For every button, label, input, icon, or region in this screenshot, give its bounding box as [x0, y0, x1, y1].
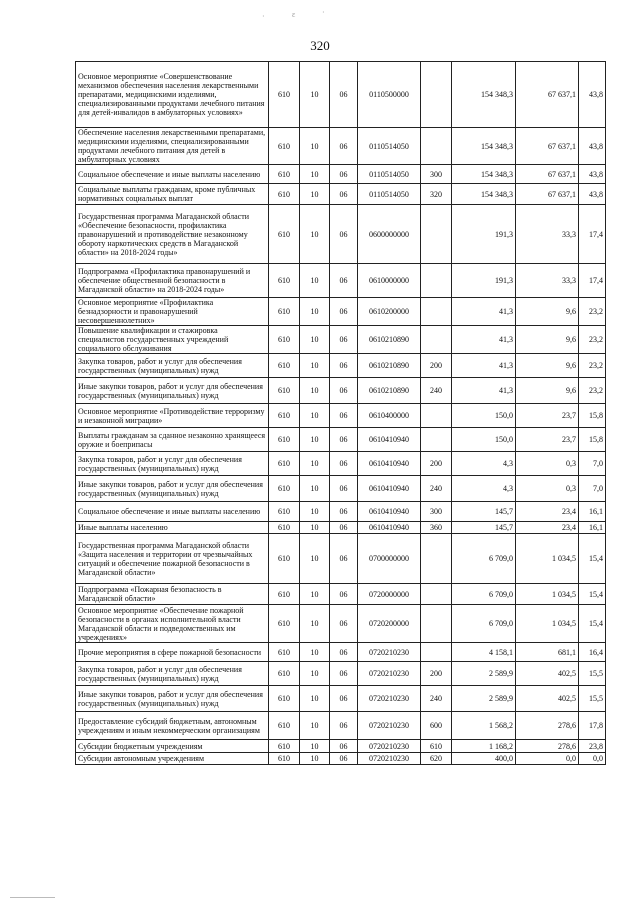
- table-row: [76, 584, 606, 605]
- value-fact: 67 637,1: [516, 184, 579, 205]
- value-percent: 17,4: [579, 264, 606, 298]
- value-percent: 23,2: [579, 378, 606, 404]
- value-percent: 43,8: [579, 165, 606, 184]
- value-fact: 23,7: [516, 428, 579, 452]
- code-csr: 0610000000: [358, 264, 421, 298]
- row-name: Закупка товаров, работ и услуг для обеспечения государственных (муниципальных) нужд: [76, 662, 269, 686]
- value-fact: 0,3: [516, 476, 579, 502]
- code-csr: 0610210890: [358, 326, 421, 354]
- table-row: [76, 643, 606, 662]
- value-fact: 67 637,1: [516, 128, 579, 165]
- value-fact: 278,6: [516, 740, 579, 753]
- code-rz: 10: [300, 753, 330, 765]
- code-gr: 610: [269, 502, 300, 522]
- value-fact: 0,3: [516, 452, 579, 476]
- code-csr: 0720210230: [358, 643, 421, 662]
- code-pr: 06: [330, 378, 358, 404]
- code-pr: 06: [330, 605, 358, 643]
- value-plan: 145,7: [452, 522, 516, 534]
- row-name: Основное мероприятие «Противодействие терроризму и незаконной миграции»: [76, 404, 269, 428]
- code-gr: 610: [269, 205, 300, 264]
- code-vr: 200: [421, 354, 452, 378]
- code-pr: 06: [330, 584, 358, 605]
- table-row: [76, 165, 606, 184]
- value-fact: 33,3: [516, 264, 579, 298]
- code-pr: 06: [330, 404, 358, 428]
- value-fact: 9,6: [516, 326, 579, 354]
- row-name: Иные выплаты населению: [76, 522, 269, 534]
- code-rz: 10: [300, 62, 330, 128]
- code-gr: 610: [269, 662, 300, 686]
- row-name: Подпрограмма «Пожарная безопасность в Магаданской области»: [76, 584, 269, 605]
- code-gr: 610: [269, 128, 300, 165]
- table-row: [76, 62, 606, 128]
- code-pr: 06: [330, 165, 358, 184]
- code-vr: 620: [421, 753, 452, 765]
- code-gr: 610: [269, 584, 300, 605]
- value-plan: 154 348,3: [452, 184, 516, 205]
- row-name: Предоставление субсидий бюджетным, автономным учреждениям и иным некоммерческим организациям: [76, 712, 269, 740]
- value-fact: 23,7: [516, 404, 579, 428]
- code-vr: 240: [421, 686, 452, 712]
- value-percent: 15,4: [579, 605, 606, 643]
- code-vr: 320: [421, 184, 452, 205]
- code-vr: 300: [421, 502, 452, 522]
- value-percent: 15,4: [579, 584, 606, 605]
- code-vr: [421, 264, 452, 298]
- code-pr: 06: [330, 354, 358, 378]
- value-plan: 2 589,9: [452, 686, 516, 712]
- code-gr: 610: [269, 165, 300, 184]
- row-name: Иные закупки товаров, работ и услуг для обеспечения государственных (муниципальных) нужд: [76, 686, 269, 712]
- value-plan: 400,0: [452, 753, 516, 765]
- code-rz: 10: [300, 740, 330, 753]
- row-name: Выплаты гражданам за сданное незаконно хранящееся оружие и боеприпасы: [76, 428, 269, 452]
- code-rz: 10: [300, 165, 330, 184]
- code-vr: [421, 584, 452, 605]
- code-pr: 06: [330, 428, 358, 452]
- value-percent: 16,1: [579, 502, 606, 522]
- code-gr: 610: [269, 686, 300, 712]
- value-plan: 41,3: [452, 298, 516, 326]
- code-rz: 10: [300, 605, 330, 643]
- value-fact: 0,0: [516, 753, 579, 765]
- code-gr: 610: [269, 264, 300, 298]
- value-percent: 0,0: [579, 753, 606, 765]
- value-plan: 154 348,3: [452, 62, 516, 128]
- table-row: [76, 712, 606, 740]
- code-csr: 0610210890: [358, 378, 421, 404]
- value-percent: 43,8: [579, 128, 606, 165]
- value-percent: 7,0: [579, 476, 606, 502]
- value-percent: 17,8: [579, 712, 606, 740]
- value-percent: 43,8: [579, 184, 606, 205]
- code-csr: 0610410940: [358, 502, 421, 522]
- code-csr: 0110500000: [358, 62, 421, 128]
- value-fact: 278,6: [516, 712, 579, 740]
- code-vr: [421, 62, 452, 128]
- value-plan: 4 158,1: [452, 643, 516, 662]
- code-rz: 10: [300, 378, 330, 404]
- code-csr: 0610410940: [358, 476, 421, 502]
- value-fact: 33,3: [516, 205, 579, 264]
- table-row: [76, 428, 606, 452]
- value-plan: 150,0: [452, 428, 516, 452]
- table-row: [76, 184, 606, 205]
- code-rz: 10: [300, 534, 330, 584]
- code-pr: 06: [330, 476, 358, 502]
- table-row: [76, 128, 606, 165]
- value-plan: 4,3: [452, 476, 516, 502]
- table-row: [76, 662, 606, 686]
- code-csr: 0110514050: [358, 128, 421, 165]
- value-percent: 43,8: [579, 62, 606, 128]
- value-percent: 16,4: [579, 643, 606, 662]
- code-rz: 10: [300, 643, 330, 662]
- value-fact: 9,6: [516, 298, 579, 326]
- code-rz: 10: [300, 264, 330, 298]
- scan-speck: ε: [292, 10, 296, 19]
- code-csr: 0600000000: [358, 205, 421, 264]
- row-name: Обеспечение населения лекарственными препаратами, медицинскими изделиями, специализированными продуктами лечебного питания для детей в амбулаторных условиях: [76, 128, 269, 165]
- code-vr: 240: [421, 476, 452, 502]
- value-fact: 23,4: [516, 502, 579, 522]
- table-row: [76, 476, 606, 502]
- code-pr: 06: [330, 298, 358, 326]
- code-vr: 600: [421, 712, 452, 740]
- value-plan: 154 348,3: [452, 165, 516, 184]
- row-name: Субсидии бюджетным учреждениям: [76, 740, 269, 753]
- value-percent: 15,5: [579, 686, 606, 712]
- table-row: [76, 522, 606, 534]
- code-rz: 10: [300, 502, 330, 522]
- row-name: Подпрограмма «Профилактика правонарушений и обеспечение общественной безопасности в Магаданской области» на 2018-2024 годы»: [76, 264, 269, 298]
- value-plan: 191,3: [452, 264, 516, 298]
- table-row: [76, 378, 606, 404]
- value-fact: 23,4: [516, 522, 579, 534]
- table-row: [76, 686, 606, 712]
- value-plan: 4,3: [452, 452, 516, 476]
- value-fact: 1 034,5: [516, 534, 579, 584]
- row-name: Основное мероприятие «Обеспечение пожарной безопасности в органах исполнительной власти Магаданской области и подведомственных им учреждениях»: [76, 605, 269, 643]
- code-csr: 0720200000: [358, 605, 421, 643]
- code-csr: 0110514050: [358, 184, 421, 205]
- code-vr: 200: [421, 662, 452, 686]
- code-gr: 610: [269, 62, 300, 128]
- code-csr: 0720000000: [358, 584, 421, 605]
- code-vr: 300: [421, 165, 452, 184]
- code-pr: 06: [330, 326, 358, 354]
- table-row: [76, 740, 606, 753]
- table-row: [76, 452, 606, 476]
- code-gr: 610: [269, 522, 300, 534]
- code-pr: 06: [330, 62, 358, 128]
- code-gr: 610: [269, 326, 300, 354]
- code-vr: [421, 605, 452, 643]
- code-gr: 610: [269, 476, 300, 502]
- row-name: Закупка товаров, работ и услуг для обеспечения государственных (муниципальных) нужд: [76, 452, 269, 476]
- table-row: [76, 326, 606, 354]
- code-gr: 610: [269, 740, 300, 753]
- table-row: [76, 605, 606, 643]
- code-vr: 240: [421, 378, 452, 404]
- row-name: Государственная программа Магаданской области «Обеспечение безопасности, профилактика правонарушений и противодействие незаконному обороту наркотических средств в Магаданской области» на 2018-2024 годы»: [76, 205, 269, 264]
- code-pr: 06: [330, 643, 358, 662]
- value-fact: 9,6: [516, 378, 579, 404]
- value-plan: 1 168,2: [452, 740, 516, 753]
- code-gr: 610: [269, 354, 300, 378]
- value-plan: 41,3: [452, 378, 516, 404]
- code-rz: 10: [300, 686, 330, 712]
- code-pr: 06: [330, 128, 358, 165]
- value-percent: 16,1: [579, 522, 606, 534]
- row-name: Закупка товаров, работ и услуг для обеспечения государственных (муниципальных) нужд: [76, 354, 269, 378]
- code-vr: 360: [421, 522, 452, 534]
- value-percent: 15,4: [579, 534, 606, 584]
- code-pr: 06: [330, 686, 358, 712]
- value-percent: 23,2: [579, 326, 606, 354]
- row-name: Повышение квалификации и стажировка специалистов государственных учреждений социального обслуживания: [76, 326, 269, 354]
- code-gr: 610: [269, 753, 300, 765]
- scan-speck: ·: [322, 8, 325, 17]
- code-csr: 0700000000: [358, 534, 421, 584]
- budget-table: [75, 61, 606, 765]
- code-pr: 06: [330, 502, 358, 522]
- row-name: Основное мероприятие «Совершенствование механизмов обеспечения населения лекарственными препаратами, медицинскими изделиями, специализированными продуктами лечебного питания для детей-инвалидов в амбулаторных условиях»: [76, 62, 269, 128]
- code-vr: [421, 298, 452, 326]
- code-rz: 10: [300, 326, 330, 354]
- code-vr: [421, 205, 452, 264]
- table-row: [76, 205, 606, 264]
- page-number: 320: [310, 38, 330, 53]
- code-gr: 610: [269, 605, 300, 643]
- code-rz: 10: [300, 428, 330, 452]
- value-percent: 23,8: [579, 740, 606, 753]
- code-vr: [421, 534, 452, 584]
- value-percent: 23,2: [579, 354, 606, 378]
- value-percent: 15,8: [579, 404, 606, 428]
- code-gr: 610: [269, 534, 300, 584]
- code-csr: 0610200000: [358, 298, 421, 326]
- row-name: Субсидии автономным учреждениям: [76, 753, 269, 765]
- code-pr: 06: [330, 662, 358, 686]
- value-plan: 2 589,9: [452, 662, 516, 686]
- code-rz: 10: [300, 476, 330, 502]
- code-rz: 10: [300, 522, 330, 534]
- code-rz: 10: [300, 184, 330, 205]
- table-row: [76, 502, 606, 522]
- code-gr: 610: [269, 404, 300, 428]
- code-rz: 10: [300, 354, 330, 378]
- code-rz: 10: [300, 712, 330, 740]
- code-csr: 0720210230: [358, 712, 421, 740]
- code-gr: 610: [269, 712, 300, 740]
- code-rz: 10: [300, 662, 330, 686]
- value-fact: 1 034,5: [516, 584, 579, 605]
- code-rz: 10: [300, 452, 330, 476]
- code-csr: 0110514050: [358, 165, 421, 184]
- code-vr: [421, 428, 452, 452]
- code-csr: 0610210890: [358, 354, 421, 378]
- value-percent: 17,4: [579, 205, 606, 264]
- code-csr: 0720210230: [358, 753, 421, 765]
- row-name: Социальное обеспечение и иные выплаты населению: [76, 165, 269, 184]
- row-name: Социальные выплаты гражданам, кроме публичных нормативных социальных выплат: [76, 184, 269, 205]
- value-fact: 67 637,1: [516, 165, 579, 184]
- value-percent: 15,8: [579, 428, 606, 452]
- table-row: [76, 404, 606, 428]
- value-fact: 402,5: [516, 686, 579, 712]
- code-vr: [421, 404, 452, 428]
- value-plan: 1 568,2: [452, 712, 516, 740]
- value-plan: 6 709,0: [452, 534, 516, 584]
- value-plan: 6 709,0: [452, 605, 516, 643]
- table-body: [76, 62, 606, 765]
- code-gr: 610: [269, 452, 300, 476]
- row-name: Прочие мероприятия в сфере пожарной безопасности: [76, 643, 269, 662]
- table-row: [76, 264, 606, 298]
- code-csr: 0610410940: [358, 428, 421, 452]
- code-csr: 0610410940: [358, 522, 421, 534]
- code-gr: 610: [269, 378, 300, 404]
- row-name: Социальное обеспечение и иные выплаты населению: [76, 502, 269, 522]
- code-csr: 0720210230: [358, 662, 421, 686]
- code-vr: 610: [421, 740, 452, 753]
- value-fact: 681,1: [516, 643, 579, 662]
- value-fact: 9,6: [516, 354, 579, 378]
- value-plan: 145,7: [452, 502, 516, 522]
- code-pr: 06: [330, 534, 358, 584]
- code-gr: 610: [269, 184, 300, 205]
- code-vr: 200: [421, 452, 452, 476]
- code-pr: 06: [330, 753, 358, 765]
- code-gr: 610: [269, 428, 300, 452]
- value-plan: 41,3: [452, 326, 516, 354]
- row-name: Иные закупки товаров, работ и услуг для обеспечения государственных (муниципальных) нужд: [76, 378, 269, 404]
- table-row: [76, 534, 606, 584]
- code-csr: 0720210230: [358, 740, 421, 753]
- value-plan: 6 709,0: [452, 584, 516, 605]
- value-plan: 191,3: [452, 205, 516, 264]
- code-gr: 610: [269, 298, 300, 326]
- row-name: Основное мероприятие «Профилактика безнадзорности и правонарушений несовершеннолетних»: [76, 298, 269, 326]
- row-name: Государственная программа Магаданской области «Защита населения и территории от чрезвычайных ситуаций и обеспечение пожарной безопасности в Магаданской области»: [76, 534, 269, 584]
- row-name: Иные закупки товаров, работ и услуг для обеспечения государственных (муниципальных) нужд: [76, 476, 269, 502]
- code-pr: 06: [330, 205, 358, 264]
- value-fact: 67 637,1: [516, 62, 579, 128]
- value-fact: 402,5: [516, 662, 579, 686]
- table-row: [76, 753, 606, 765]
- code-csr: 0720210230: [358, 686, 421, 712]
- code-vr: [421, 643, 452, 662]
- code-pr: 06: [330, 452, 358, 476]
- table-row: [76, 298, 606, 326]
- code-pr: 06: [330, 184, 358, 205]
- code-vr: [421, 326, 452, 354]
- table-row: [76, 354, 606, 378]
- value-percent: 7,0: [579, 452, 606, 476]
- code-csr: 0610410940: [358, 452, 421, 476]
- code-vr: [421, 128, 452, 165]
- value-percent: 15,5: [579, 662, 606, 686]
- value-percent: 23,2: [579, 298, 606, 326]
- code-pr: 06: [330, 712, 358, 740]
- code-pr: 06: [330, 522, 358, 534]
- code-pr: 06: [330, 740, 358, 753]
- code-rz: 10: [300, 404, 330, 428]
- scan-speck: ·: [262, 12, 265, 21]
- value-plan: 154 348,3: [452, 128, 516, 165]
- value-plan: 150,0: [452, 404, 516, 428]
- code-rz: 10: [300, 298, 330, 326]
- value-plan: 41,3: [452, 354, 516, 378]
- code-gr: 610: [269, 643, 300, 662]
- code-csr: 0610400000: [358, 404, 421, 428]
- code-rz: 10: [300, 128, 330, 165]
- footer-rule: [10, 897, 55, 898]
- code-rz: 10: [300, 584, 330, 605]
- value-fact: 1 034,5: [516, 605, 579, 643]
- code-pr: 06: [330, 264, 358, 298]
- code-rz: 10: [300, 205, 330, 264]
